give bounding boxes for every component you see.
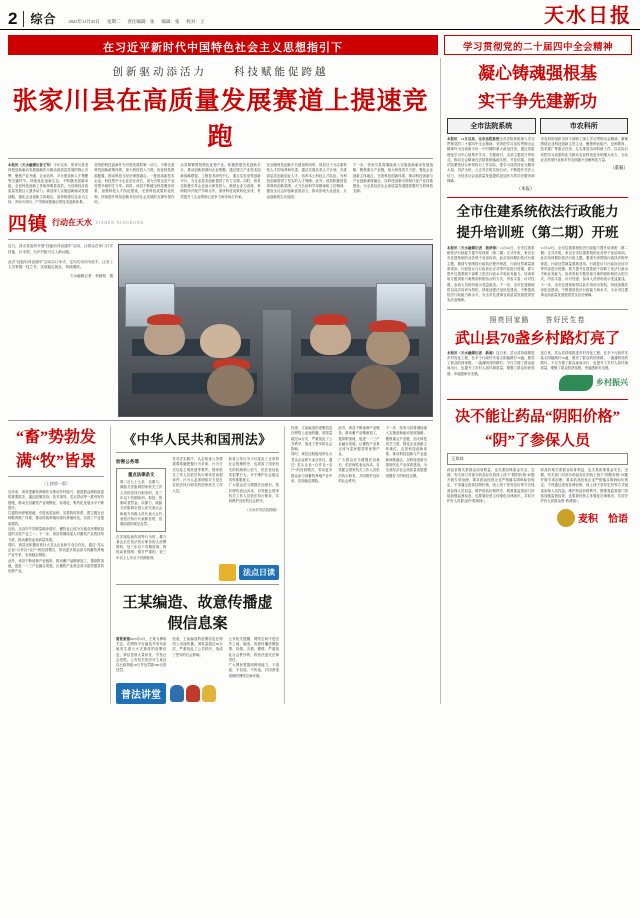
photo-red-hat-1 xyxy=(147,314,181,326)
masthead xyxy=(0,0,640,30)
campaign-logo-subtitle: 行动在天水 xyxy=(52,218,93,228)
campaign-logo-title: 四镇 xyxy=(8,214,49,236)
right-rule-2 xyxy=(447,309,628,310)
lead-byline: 本报讯（天水融媒记者王军） xyxy=(8,163,54,167)
qiayu-badge xyxy=(447,509,628,527)
lead-text-1: 今年以来，张家川县坚持把创新驱动发展战略作为推动高质量发展的核心引擎，聚焦产业升级、企业培育、平台建设和人才集聚等关键环节，持续优化创新生态，不断激发创新动能，全县科技创新工作取得明显成效，为县域经济高质量发展注入强劲动力。该县深入实施创新驱动发展战略，强化企业创新主体地位，加快构建以企业为主体、市场为导向、产学研深度融合的技术创新体系。 xyxy=(8,163,89,204)
case-text-1: 经查，王某编造的虚假信息在网络上迅速传播，浏览量超过30万次，严重扰乱了公共秩序，造成了恶劣的社会影响。 xyxy=(172,636,223,657)
lead-headline: 张家川县在高质量发展赛道上提速竞跑 xyxy=(12,88,429,151)
left-column xyxy=(8,58,433,704)
photo-rule xyxy=(8,420,433,421)
newspaper-nameplate: 天水日报 xyxy=(544,5,632,27)
pufa-badge-label: 普法讲堂 xyxy=(116,683,166,704)
photo-block xyxy=(8,244,433,417)
tab-court-system[interactable]: 全市法院系统 xyxy=(447,118,536,134)
streetlight-byline: 本报讯（天水融媒记者 新闻） xyxy=(447,350,497,355)
law-col-1 xyxy=(116,457,166,561)
livestock-text-1: 近年来，该县把畜牧养殖作为推动乡村振兴、促进群众增收致富的重要抓手，通过政策扶持、技术指导、龙头带动等一系列有效措施，推动全县畜牧产业规模化、标准化、集约化发展水平不断提升。 xyxy=(8,490,104,510)
photo-passenger-3 xyxy=(310,320,351,354)
lead-col-4 xyxy=(267,163,347,205)
campaign-logo-pinyin: SIZHEN XINGDONG xyxy=(96,220,145,225)
law-box-title: 重点法律条文 xyxy=(127,472,155,478)
livestock-title-1: “畜”势勃发 xyxy=(15,429,96,447)
right-rule-1 xyxy=(447,197,628,198)
masthead-divider xyxy=(23,11,24,27)
photo-caption-text-2: 此次“技能培训直通车”活动以订单式、定向式培训为抓手，让务工人员掌握一技之长，实现稳定就业、持续增收。 xyxy=(8,259,113,270)
lead-col-2 xyxy=(94,163,174,205)
housing-title-2: 提升培训班（第二期）开班 xyxy=(456,225,619,241)
qiayu-label: 麦积 恰语 xyxy=(578,514,628,526)
photo-red-hat-3 xyxy=(369,320,407,332)
streetlight-kicker: 照亮回家路 答好民生卷 xyxy=(489,315,586,324)
law-text-4: 广大群众应当增强法治意识，依法理性表达诉求，自觉配合国家机关工作人员依法执行职务，共同维护良好的社会秩序。 xyxy=(228,483,279,504)
streetlight-col-1 xyxy=(447,351,535,394)
lead-text-2: 坚持把科技创新作为引领发展的第一动力，不断完善科技创新政策体系，加大科技投入力度，优化科技资源配置，推动科技与经济深度融合。一批批高新技术企业、科技型中小企业茁壮成长，成为引领全县产业转型升级的生力军。同时，该县不断健全科技服务体系，加强科技人才队伍建设，完善科技成果转化机制，持续提升科技创新对经济社会发展的支撑引领作用。 xyxy=(94,163,175,204)
drugprice-author-box xyxy=(447,453,628,465)
case-text-3: 广大网民要提高辨别能力，不造谣、不信谣、不传谣，共同营造清朗的网络空间环境。 xyxy=(228,663,279,678)
law-title: 《中华人民共和国刑法》 xyxy=(123,432,272,448)
logo-rule xyxy=(8,239,433,240)
housing-byline: 本报讯（天水融媒记者 装妍婷） xyxy=(447,245,500,250)
study-articles xyxy=(447,137,628,192)
study-col-2 xyxy=(541,137,629,192)
law-badge-label: 法点日读 xyxy=(239,565,279,580)
livestock-text-5: 此外，该县不断延伸产业链条，推动畜产品精深加工，提高附加值，促进一二三产业融合发展，让畜牧产业真正成为富民强县的优势产业。 xyxy=(8,558,104,574)
livestock-text-4: 同时，该县还积极培育壮大龙头企业和专业合作社，通过“龙头企业+合作社+农户”的经营模式，带动更多群众参与到畜牧养殖产业中来，实现稳定增收。 xyxy=(8,542,104,558)
law-col-2 xyxy=(172,457,222,561)
lead-text-4: 在加强科技创新平台建设的同时，该县还十分注重科技人才的培养和引进，通过实施各类人才计划，引进高层次创新创业人才，培育本土科技人才队伍，为科技创新提供了坚实的人才保障。此外，该县积极营造浓厚的创新氛围，大力弘扬科学家精神和工匠精神，激发全社会的创新创造活力，推动形成大众创业、万众创新的生动局面。 xyxy=(266,163,347,199)
law-section-label: 妨害公务罪 xyxy=(116,459,139,465)
headline-rule xyxy=(8,158,433,159)
law-bottom-rule xyxy=(116,584,279,585)
streetlight-col-2 xyxy=(541,351,629,394)
masthead-date: 2025年11月25日 xyxy=(68,19,100,24)
study-a2-text: 市农科所组织全体干部职工深入学习贯彻全会精神，紧紧围绕农业科技创新主责主业，聚焦种业振兴、良种繁育、技术推广等重点任务，扎实推进各项科研工作，以实际行动把学习成果转化为推动农业科技进步的强大动力，为农业农村现代化和乡村全面振兴贡献科技力量。 xyxy=(540,136,628,162)
law-rule xyxy=(116,452,279,453)
photo-red-hat-2 xyxy=(313,314,347,326)
right-rule-3 xyxy=(447,399,628,400)
top-banner-row xyxy=(0,30,640,58)
cont-text-3: 此外，该县不断延伸产业链条，推动畜产品精深加工，提高附加值，促进一二三产业融合发展，让畜牧产业真正成为富民强县的优势产业。 xyxy=(338,426,380,457)
streetlight-title: 武山县70盏乡村路灯亮了 xyxy=(454,330,620,347)
masthead-layout: 编辑：张 xyxy=(161,19,180,24)
law-box-text: 第二百七十七条 以暴力、威胁方法阻碍国家机关工作人员依法执行职务的，处三年以下有期徒刑、拘役、管制或者罚金。以暴力、威胁方法阻碍全国人民代表大会和地方各级人民代表大会代表依法执行代表职务的，依照前款的规定处罚。 xyxy=(120,480,163,527)
photo-passenger-1 xyxy=(144,320,185,354)
housing-col-2 xyxy=(541,246,629,304)
case-col-3 xyxy=(229,637,279,679)
lead-text-5: 下一步，张家川县将继续深入实施创新驱动发展战略，聚焦重点产业链，加大科技攻关力度，强化企业创新主体地位，完善科技创新体系，推动科技创新与产业创新深度融合，以科技创新引领现代化产业体系建设，为全县经济社会高质量发展提供强有力的科技支撑。 xyxy=(352,163,434,194)
cont-text-1: 经查，王某编造的虚假信息在网络上迅速传播，浏览量超过30万次，严重扰乱了公共秩序，造成了恶劣的社会影响。 xyxy=(291,426,333,452)
photo-passenger-5 xyxy=(207,365,254,406)
study-a2-sign: （董毅） xyxy=(610,165,628,171)
livestock-title-2: 满“牧”皆景 xyxy=(15,453,96,471)
article-livestock xyxy=(8,426,104,704)
page-number: 2 xyxy=(8,9,18,28)
tab-agri-institute[interactable]: 市农科所 xyxy=(540,118,629,134)
article-criminal-law xyxy=(110,426,285,704)
campaign-banner: 在习近平新时代中国特色社会主义思想指引下 xyxy=(8,35,438,55)
study-a1-byline: 本报讯 11月以来，全市法院系统 xyxy=(447,136,500,141)
case-brief-text: 2025年3月，王某为博取关注，在网络平台编造并发布某地发生重大火灾事故的虚假信息，该信息被大量转发，引发社会恐慌。公安机关依法对王某处以行政拘留10日并处罚款500元的处罚。 xyxy=(116,636,167,673)
law-credit: （天水市司法局供稿） xyxy=(245,507,279,512)
livestock-text-2: 打通牧场养殖基地，引进优质品种，完善防疫体系，建立健全良种繁育推广体系，推动传统养殖向现代养殖转变，实现了产业提质增效。 xyxy=(8,511,104,526)
cont-text-5: 下一步，张家川县将继续深入实施创新驱动发展战略，聚焦重点产业链，加大科技攻关力度，强化企业创新主体地位，完善科技创新体系，推动科技创新与产业创新深度融合，以科技创新引领现代化产业体系建设，为全县经济社会高质量发展提供强有力的科技支撑。 xyxy=(385,426,427,478)
drugprice-title-2: “阴”了参保人员 xyxy=(484,432,590,449)
law-box xyxy=(116,468,166,531)
study-slogan-1: 凝心铸魂强根基 xyxy=(478,64,597,83)
drugprice-text-a: 药品价格关系群众切身利益，也关系医保基金安全。近期，有关部门对部分药品存在的线上线下“阴阳价格”问题开展专项治理，要求药品经营企业严格落实明码标价规定，不得通过虚高挂网价格、线上线下差异定价等方式侵害参保人员权益。维护药品价格秩序，既要靠监管部门持续加强监督检查，也要靠经营主体强化自律意识，共同守护好人民群众的“救命钱”。 xyxy=(447,467,535,504)
article-continuation xyxy=(291,426,427,704)
housing-title-1: 全市住建系统依法行政能力 xyxy=(456,204,619,220)
cont-col-3 xyxy=(386,426,427,484)
photo-passenger-2 xyxy=(200,324,241,358)
case-col-1 xyxy=(116,637,166,679)
lead-body xyxy=(8,163,433,205)
study-a1-sign: （本报） xyxy=(516,186,535,192)
law-text-3: 妨害公务行为不仅扰乱了正常的社会管理秩序，也损害了国家机关的权威和公信力，依法惩治此类犯罪行为，对于维护社会稳定具有重要意义。 xyxy=(228,457,279,483)
housing-col-1 xyxy=(447,246,535,304)
page-body xyxy=(0,58,640,704)
people-icon xyxy=(170,685,216,702)
law-text-2: 在司法实践中，认定妨害公务罪需要准确把握行为对象、行为方式以及主观故意等要件。国家机关工作人员依法执行职务是前提条件，行为人必须明知对方是正在依法执行职务的国家机关工作人员。 xyxy=(172,457,223,493)
photo-bus-ceiling xyxy=(119,245,432,287)
lead-col-3 xyxy=(180,163,260,205)
drugprice-title-1: 决不能让药品“阴阳价格” xyxy=(454,408,620,425)
masthead-editor: 责任编辑：张 xyxy=(127,19,155,24)
law-col-3 xyxy=(229,457,279,561)
case-text-2: 公安机关提醒，网络空间不是法外之地，编造、故意传播虚假险情、疫情、灾情、警情，严重扰乱社会秩序的，将依法追究法律责任。 xyxy=(228,636,279,662)
rural-logo-label: 乡村振兴 xyxy=(596,378,628,388)
study-slogan-2: 实干争先建新功 xyxy=(478,91,597,111)
pufa-badge xyxy=(116,683,279,704)
cont-text-2: 同时，该县还积极培育壮大龙头企业和专业合作社，通过“龙头企业+合作社+农户”的经营模式，带动更多群众参与到畜牧养殖产业中来，实现稳定增收。 xyxy=(291,452,333,483)
photo-passenger-4 xyxy=(366,327,410,365)
cont-col-2 xyxy=(338,426,379,484)
seal-icon xyxy=(557,509,575,527)
housing-text-a: 11月22日，全市住建系统依法行政能力提升培训班（第二期）正式开班，来自全市住建系统的业务骨干参加培训。此次培训紧扣依法行政主题，邀请专家围绕行政执法程序规范、行政处罚裁量基准适用、行政复议与行政诉讼应对等内容进行授课，着力提升住建系统干部职工依法行政水平和业务能力。培训采取专题讲座与案例剖析相结合的方式，内容丰富、针对性强，参训人员纷纷表示受益匪浅。下一步，全市住建系统将以此次培训为契机，持续加强法治队伍建设，不断提高依法行政能力和水平，为全市住建事业高质量发展提供坚实法治保障。 xyxy=(447,245,535,303)
photo-passenger-6 xyxy=(351,365,401,409)
study-col-1 xyxy=(447,137,535,192)
streetlight-text-b: 连日来，武山县持续推进乡村亮化工程，在多个行政村安装太阳能路灯70盏，照亮了群众的回家路。一盏盏明亮的路灯，不仅方便了群众夜间出行，也提升了乡村人居环境质量，增强了群众的获得感、幸福感和安全感。 xyxy=(540,350,628,371)
drugprice-col-2 xyxy=(541,468,629,505)
case-title: 王某编造、故意传播虚假信息案 xyxy=(122,594,273,632)
photo-caption xyxy=(8,244,113,417)
cont-text-4: 广大群众应当增强法治意识，依法理性表达诉求，自觉配合国家机关工作人员依法执行职务，共同维护良好的社会秩序。 xyxy=(338,457,380,483)
law-text-1: 在实施故意伤害等行为时，暴力袭击正在依法执行职务的人民警察的，处三年以下有期徒刑、拘役或者管制；情节严重的，处三年以上七年以下有期徒刑。 xyxy=(116,534,167,560)
leaf-icon xyxy=(559,375,593,391)
study-tabs xyxy=(447,118,628,134)
drugprice-text-b: 药品价格关系群众切身利益，也关系医保基金安全。近期，有关部门对部分药品存在的线上线下“阴阳价格”问题开展专项治理，要求药品经营企业严格落实明码标价规定，不得通过虚高挂网价格、线上线下差异定价等方式侵害参保人员权益。维护药品价格秩序，既要靠监管部门持续加强监督检查，也要靠经营主体强化自律意识，共同守护好人民群众的“救命钱”。 xyxy=(540,467,628,504)
housing-body xyxy=(447,246,628,304)
masthead-proof: 校对：王 xyxy=(186,19,205,24)
livestock-rule xyxy=(8,476,104,477)
drugprice-col-1 xyxy=(447,468,535,505)
photo-caption-text-1: 近日，清水县组织开展“技能培训直通车”活动，让群众在家门口学技能、长本领，为乡村振兴注入新动能。 xyxy=(8,244,113,254)
case-brief-label: 简要案情 xyxy=(116,636,130,641)
lead-kicker: 创新驱动添活力 科技赋能促跨越 xyxy=(112,67,329,78)
section-name: 综合 xyxy=(30,12,57,26)
lower-blocks xyxy=(8,426,433,704)
masthead-weekday: 星期二 xyxy=(106,19,121,24)
photo-bus-aisle xyxy=(263,310,291,416)
case-col-2 xyxy=(172,637,222,679)
campaign-logo xyxy=(8,209,433,236)
housing-text-b: 11月22日，全市住建系统依法行政能力提升培训班（第二期）正式开班，来自全市住建系统的业务骨干参加培训。此次培训紧扣依法行政主题，邀请专家围绕行政执法程序规范、行政处罚裁量基准适用、行政复议与行政诉讼应对等内容进行授课，着力提升住建系统干部职工依法行政水平和业务能力。培训采取专题讲座与案例剖析相结合的方式，内容丰富、针对性强，参训人员纷纷表示受益匪浅。下一步，全市住建系统将以此次培训为契机，持续加强法治队伍建设，不断提高依法行政能力和水平，为全市住建事业高质量发展提供坚实法治保障。 xyxy=(540,245,628,298)
right-column xyxy=(440,58,628,704)
masthead-meta xyxy=(68,19,204,27)
drugprice-body xyxy=(447,468,628,505)
cont-col-1 xyxy=(291,426,332,484)
scales-icon xyxy=(219,564,236,581)
news-photo xyxy=(118,244,433,417)
photo-credit: 天水融媒记者 李晓相 摄 xyxy=(69,274,113,279)
livestock-text-3: 目前，全县肉牛饲养量稳步增长，畜牧业已成为当地农民增收致富的支柱产业之一。下一步，该县将继续加大对畜牧产业的扶持力度，推动畜牧业高质量发展。 xyxy=(8,526,104,542)
lead-col-1 xyxy=(8,163,88,205)
law-badge xyxy=(116,564,279,581)
lead-text-3: 全县紧紧围绕特色优势产业，积极搭建各类创新平台，推动创新资源向企业集聚。通过建立产业技术创新战略联盟、工程技术研究中心、重点实验室等创新平台，为企业技术创新提供了有力支撑。同时，该县还积极引导企业加大研发投入，鼓励企业与高校、科研院所开展产学研合作，加快科技成果转化步伐，有效提升了企业的核心竞争力和市场占有率。 xyxy=(180,163,261,199)
rural-revitalization-logo xyxy=(541,375,629,391)
livestock-subtitle: （上接第一版） xyxy=(42,481,70,487)
lead-col-5 xyxy=(353,163,433,205)
streetlight-text-a: 连日来，武山县持续推进乡村亮化工程，在多个行政村安装太阳能路灯70盏，照亮了群众的回家路。一盏盏明亮的路灯，不仅方便了群众夜间出行，也提升了乡村人居环境质量，增强了群众的获得感、幸福感和安全感。 xyxy=(447,350,535,376)
drugprice-author: 王玮玮 xyxy=(451,455,464,461)
streetlight-body xyxy=(447,351,628,394)
study-a1-text: 全市法院系统深入学习贯彻党的二十届四中全会精神，坚持把学习宣传贯彻全会精神作为当前和今后一个时期的重大政治任务，通过党组理论学习中心组集中学习、专题研讨、支部主题党日等形式，推动全会精神在法院系统落地生根、开花结果。各级法院紧密结合审判执行工作实际，把学习成效转化为服务大局、司法为民、公正司法的实际行动，不断提升司法公信力，为经济社会高质量发展提供更加有力的司法服务和保障。 xyxy=(447,136,535,183)
study-banner: 学习贯彻党的二十届四中全会精神 xyxy=(444,35,632,55)
